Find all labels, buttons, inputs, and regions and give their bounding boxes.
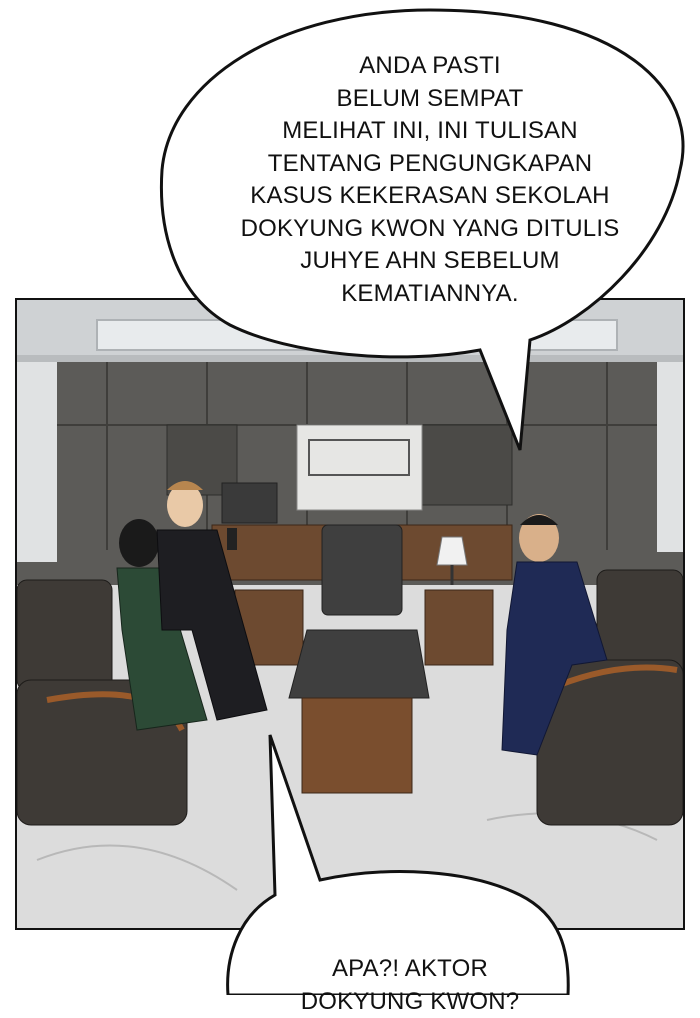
speech-line: MELIHAT INI, INI TULISAN (200, 115, 660, 148)
speech-text-bottom (240, 953, 580, 1018)
speech-line: DOKYUNG KWON YANG DITULIS (200, 213, 660, 246)
speech-line: KASUS KEKERASAN SEKOLAH (200, 180, 660, 213)
speech-text-top (200, 50, 660, 310)
speech-line: APA?! AKTOR (240, 953, 580, 986)
speech-line: ANDA PASTI (200, 50, 660, 83)
speech-line: JUHYE AHN SEBELUM (200, 245, 660, 278)
speech-line: KEMATIANNYA. (200, 278, 660, 311)
speech-line: DOKYUNG KWON? (240, 986, 580, 1018)
speech-line: BELUM SEMPAT (200, 83, 660, 116)
speech-line: TENTANG PENGUNGKAPAN (200, 148, 660, 181)
